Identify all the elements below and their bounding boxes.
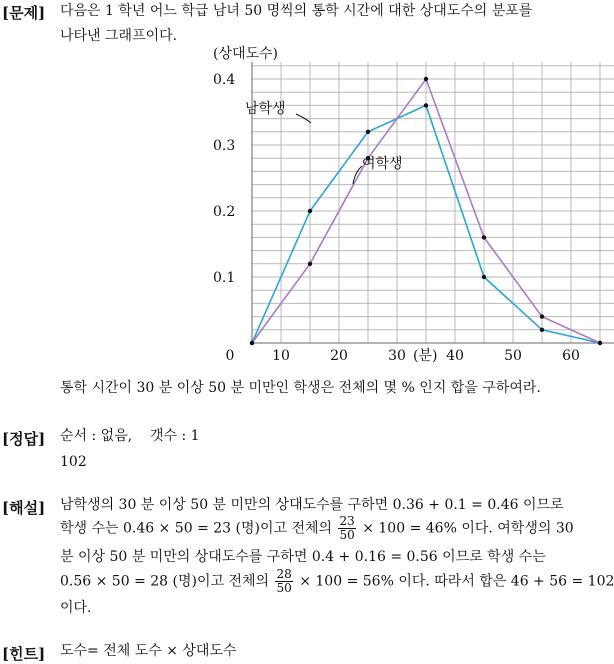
data-point — [540, 314, 544, 318]
x-axis-label: (분) — [413, 348, 438, 364]
data-point — [366, 130, 370, 134]
explanation-line-5: 이다. — [60, 600, 92, 616]
x-tick-label: 60 — [562, 348, 580, 364]
series-label-male: 남학생 — [245, 101, 286, 117]
data-point — [308, 209, 312, 213]
explanation-line-3: 분 이상 50 분 미만의 상대도수를 구하면 0.4 + 0.16 = 0.56 이므로 학생 수는 — [60, 549, 546, 565]
hint-text: 도수= 전체 도수 × 상대도수 — [60, 643, 237, 659]
problem-label: [문제] — [2, 4, 46, 22]
hint-label: [힌트] — [2, 645, 46, 663]
data-point — [482, 235, 486, 239]
x-tick-label: 10 — [272, 348, 290, 364]
y-tick-label: 0.1 — [213, 270, 236, 286]
x-tick-label: 50 — [504, 348, 522, 364]
y-tick-label: 0.2 — [213, 204, 236, 220]
explanation-line-4-a: 0.56 × 50 = 28 (명)이고 전체의 — [60, 573, 270, 590]
answer-line-1: 순서 : 없음, 갯수 : 1 — [60, 428, 200, 444]
y-tick-label: 0.3 — [213, 138, 236, 154]
x-tick-label: 30 — [388, 348, 406, 364]
answer-label: [정답] — [2, 430, 46, 448]
leader-line — [353, 166, 362, 184]
explanation-line-2-b: × 100 = 46% 이다. 여학생의 30 — [362, 520, 574, 537]
data-point — [424, 103, 428, 107]
fraction-denominator: 50 — [276, 581, 292, 595]
problem-line-2: 나타낸 그래프이다. — [60, 28, 178, 44]
series-label-female: 여학생 — [362, 156, 403, 172]
data-point — [540, 328, 544, 332]
explanation-label: [해설] — [2, 499, 46, 517]
relative-frequency-chart — [200, 38, 580, 368]
problem-question: 통학 시간이 30 분 이상 50 분 미만인 학생은 전체의 몇 % 인지 합을 구하여라. — [60, 380, 541, 396]
x-tick-label: 40 — [446, 348, 464, 364]
problem-line-1: 다음은 1 학년 어느 학급 남녀 50 명씩의 통학 시간에 대한 상대도수의 분포를 — [60, 3, 533, 19]
y-axis-label: (상대도수) — [213, 46, 279, 62]
x-tick-label: 20 — [330, 348, 348, 364]
explanation-line-2 — [60, 515, 574, 542]
y-tick-label: 0.4 — [213, 72, 236, 88]
explanation-line-4-b: × 100 = 56% 이다. 따라서 합은 46 + 56 = 102 — [299, 573, 614, 590]
fraction-23-50 — [338, 515, 355, 542]
x-tick-label: 0 — [225, 348, 235, 364]
data-point — [250, 341, 254, 345]
data-point — [424, 77, 428, 81]
fraction-28-50 — [275, 568, 292, 595]
fraction-numerator: 28 — [276, 567, 292, 581]
answer-value: 102 — [60, 454, 87, 470]
data-point — [482, 275, 486, 279]
explanation-line-1: 남학생의 30 분 이상 50 분 미만의 상대도수를 구하면 0.36 + 0.1 = 0.46 이므로 — [60, 497, 564, 513]
fraction-denominator: 50 — [339, 528, 355, 542]
explanation-line-2-a: 학생 수는 0.46 × 50 = 23 (명)이고 전체의 — [60, 520, 333, 537]
data-point — [308, 262, 312, 266]
data-point — [598, 341, 602, 345]
fraction-numerator: 23 — [339, 514, 355, 528]
explanation-line-4 — [60, 568, 614, 595]
